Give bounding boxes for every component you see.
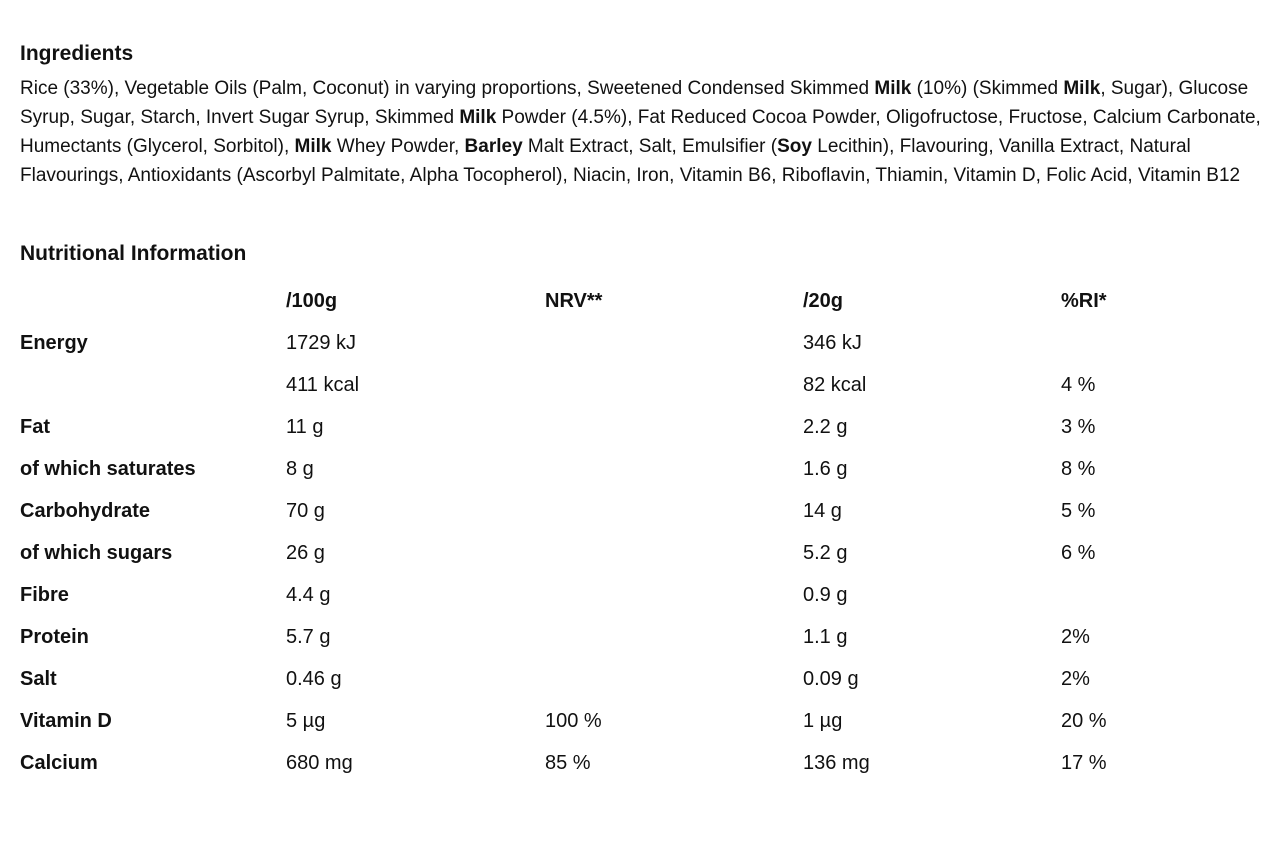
nutrient-label: Carbohydrate	[20, 499, 151, 522]
nutrition-row	[20, 658, 1261, 700]
ri-value	[1061, 574, 1261, 616]
ingredients-text-segment: Malt Extract, Salt, Emulsifier (	[522, 136, 778, 157]
ri-value: 17 %	[1061, 751, 1107, 774]
nutrition-rows	[20, 322, 1261, 784]
per-20g-value: 5.2 g	[803, 541, 848, 564]
ingredients-text-segment: (10%) (Skimmed	[911, 78, 1064, 99]
per-100g-value: 680 mg	[286, 751, 353, 774]
nutrition-row	[20, 700, 1261, 742]
per-100g-value: 5.7 g	[286, 625, 331, 648]
per-100g-value: 0.46 g	[286, 667, 342, 690]
nutrition-row	[20, 574, 1261, 616]
per-100g-value: 4.4 g	[286, 583, 331, 606]
nutrition-table	[20, 280, 1261, 784]
nutrient-label: Salt	[20, 667, 57, 690]
nutrition-row	[20, 532, 1261, 574]
per-20g-value: 14 g	[803, 499, 842, 522]
ingredients-text-segment: , Sugar), Glucose Syrup, Sugar, Starch, Invert Sugar Syrup, Skimmed	[20, 78, 1249, 128]
product-info-page	[20, 40, 1270, 784]
ingredients-text-segment: Rice (33%), Vegetable Oils (Palm, Coconut) in varying proportions, Sweetened Condensed Skimmed	[20, 78, 875, 99]
nutrition-row	[20, 616, 1261, 658]
nutrient-label: Protein	[20, 625, 89, 648]
ingredients-list	[20, 74, 1270, 190]
nutrition-row	[20, 490, 1261, 532]
nrv-value	[545, 322, 803, 364]
ingredients-heading: Ingredients	[20, 42, 134, 65]
ingredients-text-segment: Whey Powder,	[331, 136, 465, 157]
per-20g-value: 0.9 g	[803, 583, 848, 606]
nrv-value	[545, 364, 803, 406]
nutrient-label: of which saturates	[20, 457, 196, 480]
column-header-nrv: NRV**	[545, 289, 603, 312]
nutrition-heading: Nutritional Information	[20, 242, 247, 265]
per-20g-value: 1.6 g	[803, 457, 848, 480]
ri-value: 2%	[1061, 667, 1090, 690]
ri-value: 20 %	[1061, 709, 1107, 732]
nutrient-label	[20, 364, 286, 406]
per-20g-value: 2.2 g	[803, 415, 848, 438]
allergen-highlight: Milk	[1063, 78, 1101, 99]
allergen-highlight: Barley	[464, 136, 523, 157]
per-100g-value: 70 g	[286, 499, 325, 522]
nutrient-label: Energy	[20, 331, 88, 354]
nutrition-row	[20, 322, 1261, 364]
column-header-ri: %RI*	[1061, 289, 1107, 312]
ri-value: 3 %	[1061, 415, 1096, 438]
nutrient-label: Fibre	[20, 583, 69, 606]
column-header-per-20g: /20g	[803, 289, 844, 312]
per-100g-value: 8 g	[286, 457, 314, 480]
nrv-value	[545, 658, 803, 700]
nutrient-label: Vitamin D	[20, 709, 112, 732]
per-20g-value: 346 kJ	[803, 331, 862, 354]
nutrition-header-row	[20, 280, 1261, 322]
column-header-per-100g: /100g	[286, 289, 338, 312]
nutrition-row	[20, 448, 1261, 490]
per-100g-value: 26 g	[286, 541, 325, 564]
column-header-nutrient	[20, 280, 286, 322]
per-100g-value: 11 g	[286, 415, 324, 438]
nrv-value	[545, 574, 803, 616]
per-20g-value: 1 µg	[803, 709, 843, 732]
per-100g-value: 411 kcal	[286, 373, 360, 396]
nutrition-row	[20, 742, 1261, 784]
ri-value: 8 %	[1061, 457, 1096, 480]
nrv-value: 100 %	[545, 709, 602, 732]
nrv-value	[545, 532, 803, 574]
allergen-highlight: Soy	[777, 136, 812, 157]
per-100g-value: 5 µg	[286, 709, 326, 732]
nutrient-label: of which sugars	[20, 541, 173, 564]
per-100g-value: 1729 kJ	[286, 331, 357, 354]
nrv-value: 85 %	[545, 751, 591, 774]
nutrition-row	[20, 406, 1261, 448]
allergen-highlight: Milk	[874, 78, 912, 99]
nrv-value	[545, 448, 803, 490]
nutrient-label: Fat	[20, 415, 50, 438]
nutrient-label: Calcium	[20, 751, 98, 774]
per-20g-value: 82 kcal	[803, 373, 867, 396]
ingredients-text-segment: Powder (4.5%), Fat Reduced Cocoa Powder, Oligofructose, Fructose, Calcium Carbonate, Humectants (Glycerol, Sorbitol),	[20, 107, 1261, 157]
nrv-value	[545, 406, 803, 448]
nrv-value	[545, 616, 803, 658]
allergen-highlight: Milk	[459, 107, 497, 128]
ri-value: 2%	[1061, 625, 1090, 648]
allergen-highlight: Milk	[294, 136, 332, 157]
per-20g-value: 0.09 g	[803, 667, 859, 690]
ri-value: 5 %	[1061, 499, 1096, 522]
per-20g-value: 1.1 g	[803, 625, 848, 648]
ri-value: 6 %	[1061, 541, 1096, 564]
ingredients-text-segment: Lecithin), Flavouring, Vanilla Extract, Natural Flavourings, Antioxidants (Ascorbyl Palmitate, Alpha Tocopherol), Niacin, Iron, Vitamin B6, Riboflavin, Thiamin, Vitamin D, Folic Acid, Vitamin B12	[20, 136, 1241, 186]
ri-value	[1061, 322, 1261, 364]
nrv-value	[545, 490, 803, 532]
per-20g-value: 136 mg	[803, 751, 870, 774]
ri-value: 4 %	[1061, 373, 1096, 396]
nutrition-row	[20, 364, 1261, 406]
